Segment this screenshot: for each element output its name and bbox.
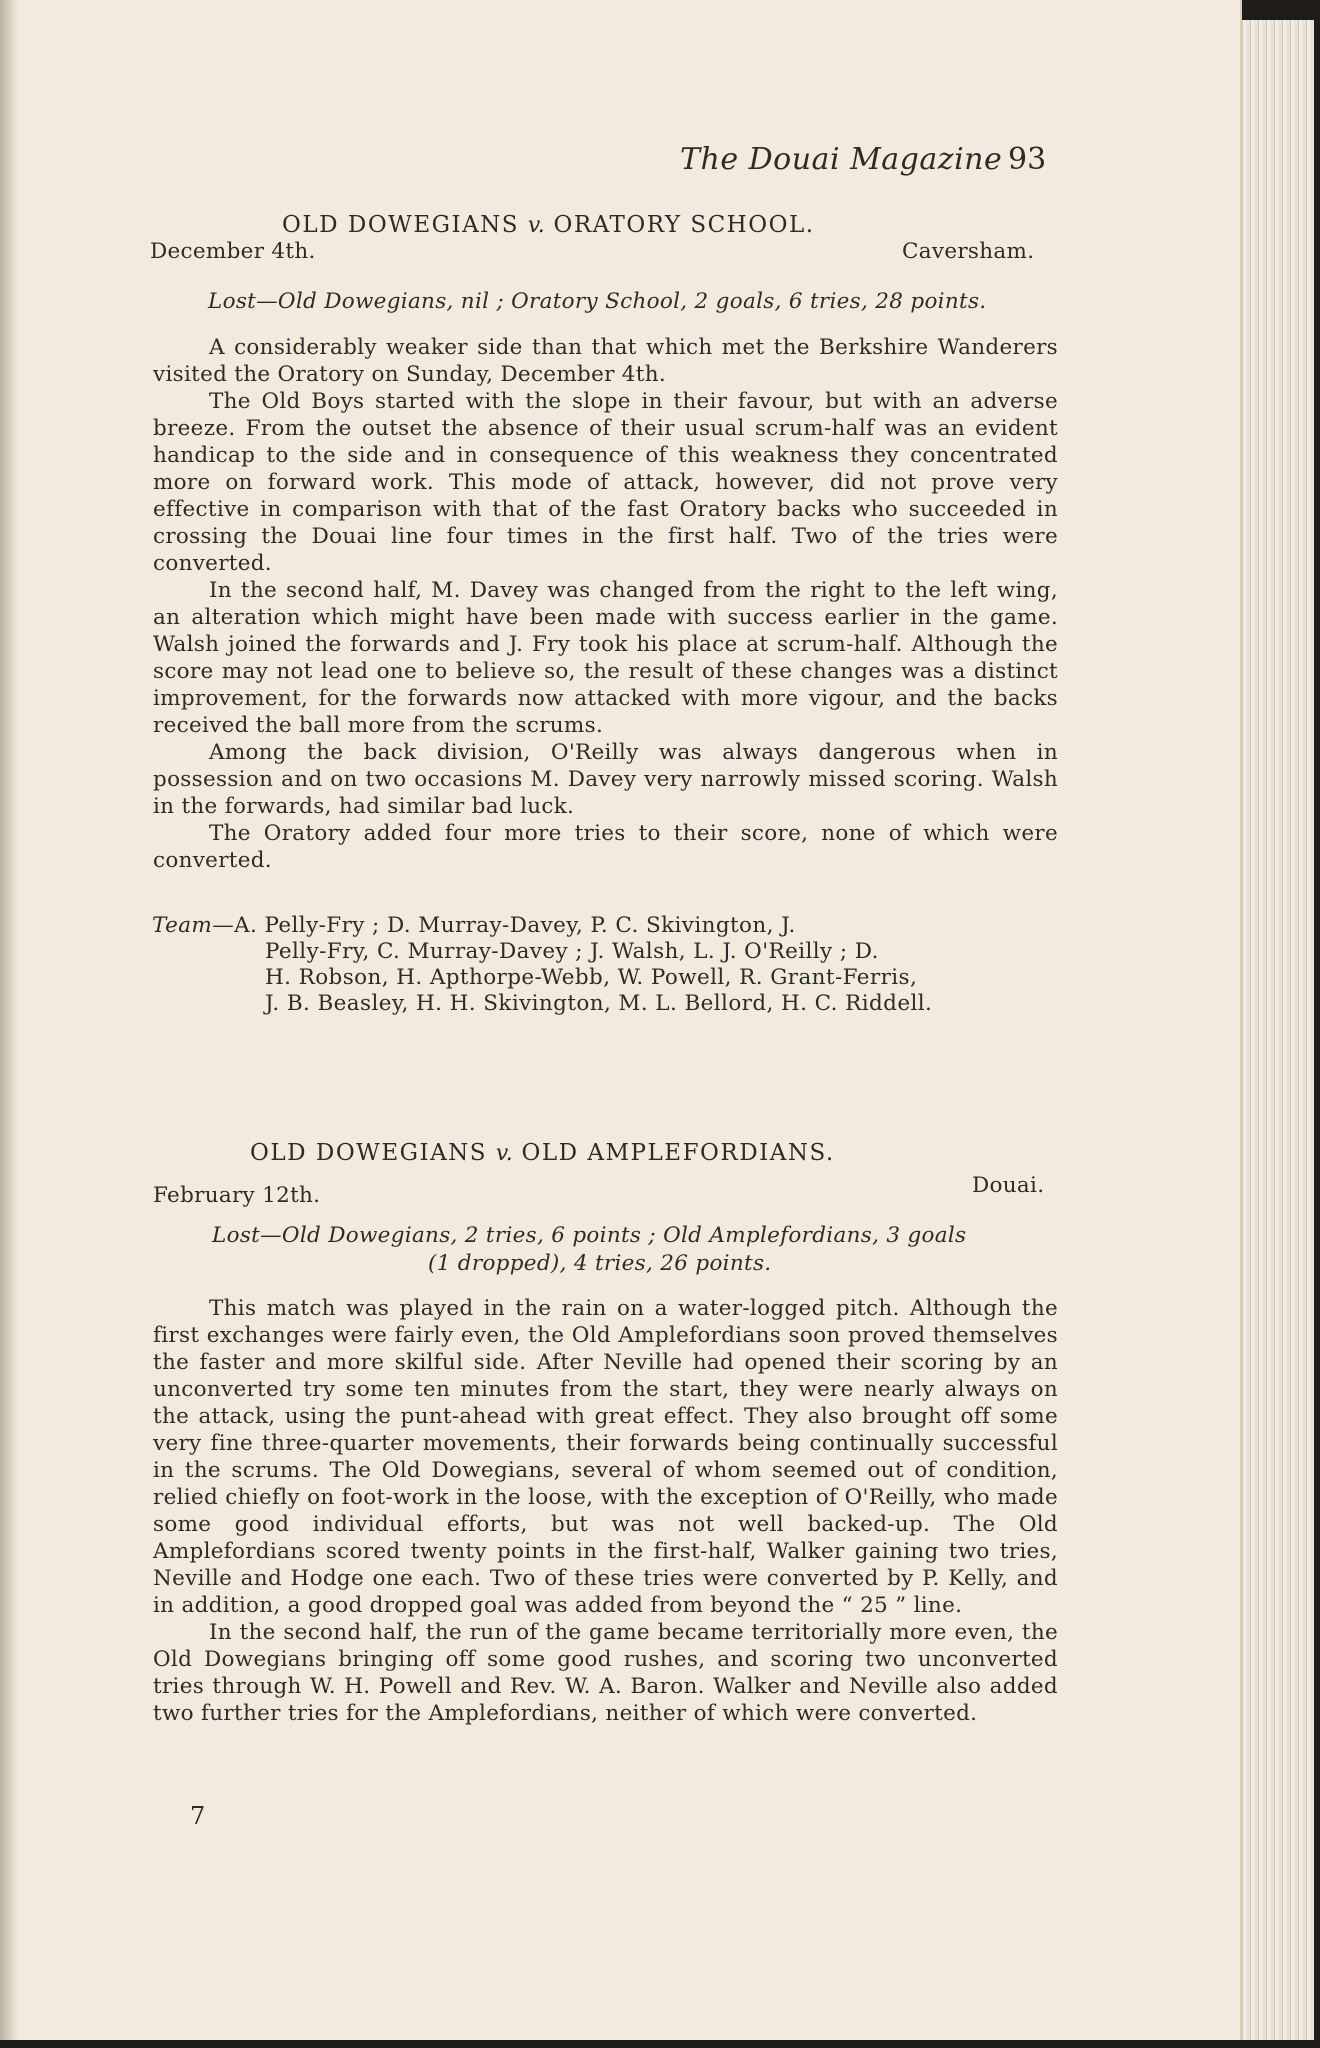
match2-paragraph: This match was played in the rain on a water-logged pitch. Although the first exchanges were fairly even, the Old Amplefordians soon proved themselves the faster and more skilful side. After Neville had opened their scoring by an unconverted try some ten minutes from the start, they were nearly always on the attack, using the punt-ahead with great effect. They also brought off some very fine three-quarter movements, their forwards being continually successful in the scrums. The Old Dowegians, several of whom seemed out of condition, relied chiefly on foot-work in the loose, with the exception of O'Reilly, who made some good individual efforts, but was not well backed-up. The Old Amplefordians scored twenty points in the first-half, Walker gaining two tries, Neville and Hodge one each. Two of these tries were converted by P. Kelly, and in addition, a good dropped goal was added from beyond the “ 25 ” line. [153,1296,1058,1618]
team-label: Team [152,913,213,938]
match1-title-right: ORATORY SCHOOL. [553,212,815,238]
match1-team-line: H. Robson, H. Apthorpe-Webb, W. Powell, R. Grant-Ferris, [265,965,918,990]
match1-title-left: OLD DOWEGIANS [282,212,520,238]
running-head: The Douai Magazine [680,142,1003,177]
match1-venue: Caversham. [902,239,1035,264]
match2-paragraph: In the second half, the run of the game became territorially more even, the Old Dowegians bringing off some good rushes, and scoring two unconverted tries through W. H. Powell and Rev. W. A. Baron. Walker and Neville also added two further tries for the Amplefordians, neither of which were converted. [153,1620,1058,1726]
match2-venue: Douai. [972,1173,1045,1198]
match2-title-left: OLD DOWEGIANS [250,1140,488,1166]
team-line-text: —A. Pelly-Fry ; D. Murray-Davey, P. C. Skivington, J. [212,913,796,938]
match2-title [250,1140,835,1166]
match2-title-right: OLD AMPLEFORDIANS. [521,1140,835,1166]
match1-title [282,212,815,238]
match1-team-line [152,913,796,938]
match2-date: February 12th. [153,1183,321,1208]
gutter-shadow [0,0,18,2040]
match1-date: December 4th. [150,239,316,264]
match2-result-line1: Lost—Old Dowegians, 2 tries, 6 points ; Old Amplefordians, 3 goals [212,1223,967,1248]
match1-paragraph: The Oratory added four more tries to their score, none of which were converted. [153,821,1058,873]
match1-title-v: v. [527,213,545,238]
page-number: 93 [1008,142,1047,177]
match1-paragraph: Among the back division, O'Reilly was always dangerous when in possession and on two occasions M. Davey very narrowly missed scoring. Walsh in the forwards, had similar bad luck. [153,740,1058,819]
match1-result: Lost—Old Dowegians, nil ; Oratory School, 2 goals, 6 tries, 28 points. [208,289,987,314]
match2-title-v: v. [495,1141,513,1166]
match1-report [153,334,1058,874]
match2-result-line2: (1 dropped), 4 tries, 26 points. [428,1251,772,1276]
match1-team-line: J. B. Beasley, H. H. Skivington, M. L. Bellord, H. C. Riddell. [265,991,933,1016]
match1-team-line: Pelly-Fry, C. Murray-Davey ; J. Walsh, L. J. O'Reilly ; D. [265,939,879,964]
match1-paragraph: The Old Boys started with the slope in their favour, but with an adverse breeze. From the outset the absence of their usual scrum-half was an evident handicap to the side and in consequence of this weakness they concentrated more on forward work. This mode of attack, however, did not prove very effective in comparison with that of the fast Oratory backs who succeeded in crossing the Douai line four times in the first half. Two of the tries were converted. [153,389,1058,576]
match1-paragraph: A considerably weaker side than that which met the Berkshire Wanderers visited the Oratory on Sunday, December 4th. [153,335,1058,387]
match1-paragraph: In the second half, M. Davey was changed from the right to the left wing, an alteration which might have been made with success earlier in the game. Walsh joined the forwards and J. Fry took his place at scrum-half. Although the score may not lead one to believe so, the result of these changes was a distinct improvement, for the forwards now attacked with more vigour, and the backs received the ball more from the scrums. [153,578,1058,738]
match2-report [153,1295,1058,1727]
signature-mark: 7 [190,1802,206,1830]
